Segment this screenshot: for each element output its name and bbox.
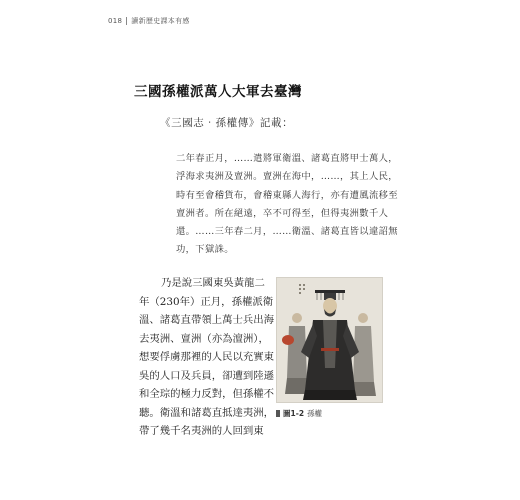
- body-line: 聽。衛溫和諸葛直抵達夷洲，: [139, 406, 275, 419]
- page-number: 018: [108, 17, 123, 25]
- quote-line: 時有至會稽貨布，會稽東縣人海行，亦有遭風流移至: [176, 189, 398, 201]
- quote-line: 功，下獄誅。: [176, 244, 234, 256]
- body-line: 想要俘虜那裡的人民以充實東: [139, 351, 275, 363]
- body-line: 去夷洲、亶洲（亦為澶洲），: [139, 332, 269, 345]
- body-line: 年（230年）正月，孫權派衛: [139, 295, 274, 308]
- body-line: 溫、諸葛直帶領上萬士兵出海: [139, 314, 275, 326]
- figure-caption: [276, 408, 322, 419]
- sun-quan-painting-illustration: [277, 278, 382, 402]
- quote-line: 亶洲者。所在絕遠，卒不可得至，但得夷洲數千人: [176, 207, 389, 219]
- quote-intro: 《三國志‧孫權傳》記載：: [160, 117, 294, 129]
- quote-line: 二年春正月，……遣將軍衛溫、諸葛直將甲士萬人，: [176, 153, 398, 164]
- body-line: 帶了幾千名夷洲的人回到東: [139, 425, 264, 437]
- quote-line: 還。……三年春二月，……衛溫、諸葛直皆以違詔無: [176, 226, 398, 238]
- section-title: 三國孫權派萬人大軍去臺灣: [134, 84, 302, 100]
- book-title: 讀新歷史課本有感: [131, 17, 190, 25]
- figure-image: [276, 277, 383, 403]
- running-header: [108, 16, 190, 26]
- body-line: 和全琮的極力反對，但孫權不: [139, 388, 275, 400]
- header-divider: [126, 17, 127, 25]
- body-line: 吳的人口及兵員，卻遭到陸遜: [139, 369, 275, 382]
- quote-line: 浮海求夷洲及亶洲。亶洲在海中，……，其上人民，: [176, 171, 398, 183]
- caption-marker-icon: [276, 410, 280, 417]
- body-paragraph: [139, 274, 275, 441]
- caption-number: 圖1-2: [283, 409, 305, 418]
- caption-text: 孫權: [307, 409, 323, 418]
- quotation-block: [176, 150, 398, 260]
- body-line: 乃是說三國東吳黃龍二: [161, 277, 265, 289]
